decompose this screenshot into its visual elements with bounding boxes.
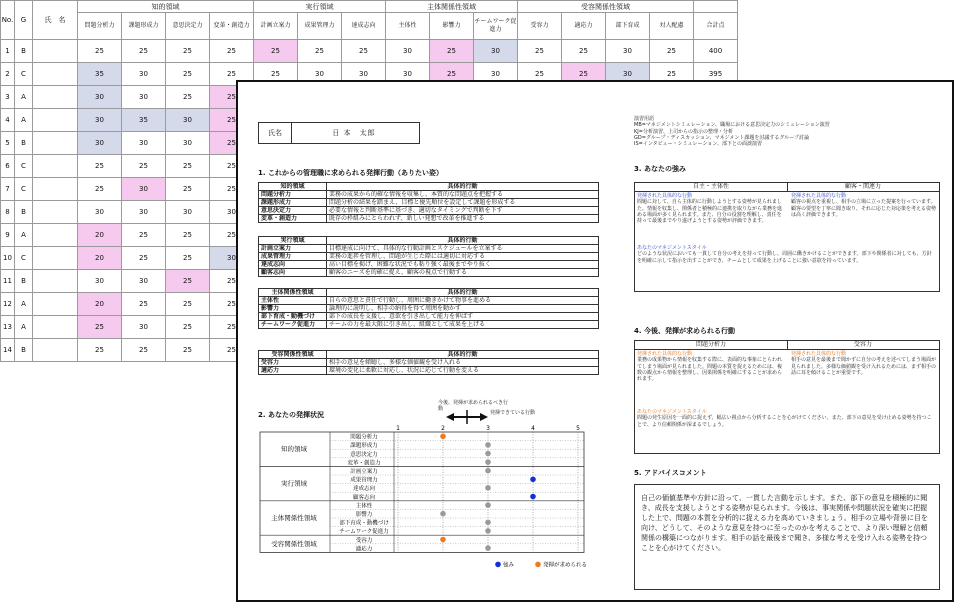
- chart-point: [485, 520, 491, 526]
- behavior-table-header: 具体的行動: [327, 237, 599, 245]
- score-cell: 25: [122, 339, 166, 362]
- strength-p2: 顧客の視点を重視し、相手の立場に立った提案を行っています。顧客の要望を丁寧に聞き取り、それに応じた対応策を考える姿勢は高く評価できます。: [791, 199, 937, 218]
- cell-name: [33, 109, 78, 132]
- cell-name: [33, 155, 78, 178]
- score-cell: 30: [122, 316, 166, 339]
- score-cell: 30: [166, 109, 210, 132]
- advice-box: [634, 484, 940, 590]
- behavior-table: [258, 182, 599, 223]
- name-value: 日 本 太郎: [332, 129, 376, 137]
- score-cell: 35: [122, 109, 166, 132]
- score-cell: 25: [210, 270, 254, 293]
- name-label: 氏名: [259, 123, 292, 143]
- score-cell: 30: [122, 86, 166, 109]
- cell-group: C: [15, 178, 33, 201]
- group-header: 知的領域: [78, 1, 254, 13]
- cell-no: 13: [1, 316, 15, 339]
- competency-name: 成果管理力: [259, 253, 327, 261]
- competency-behavior: 目標達成に向けて、具体的な行動計画とスケジュールを立案する: [327, 245, 599, 253]
- score-cell: 25: [78, 316, 122, 339]
- score-cell: 25: [254, 63, 298, 86]
- chart-row-label: チームワーク促進力: [339, 529, 389, 536]
- score-cell: 20: [78, 293, 122, 316]
- future-p1: 業務の成果物から情報を収集する際に、表面的な事象にとらわれてしまう場面が見られました。問題の本質を捉えるためには、複数の観点から情報を整理し、因果関係を明確にすることが求められます。: [637, 357, 783, 383]
- behavior-table-title: 知的領域: [259, 183, 327, 191]
- section2-title: 2. あなたの発揮状況: [258, 411, 324, 419]
- cell-no: 12: [1, 293, 15, 316]
- column-header: チームワーク促進力: [474, 13, 518, 40]
- score-cell: 30: [78, 86, 122, 109]
- score-cell: 25: [78, 339, 122, 362]
- chart-point: [440, 511, 446, 517]
- score-cell: 25: [122, 293, 166, 316]
- legend-marker: [495, 562, 501, 568]
- score-cell: 30: [122, 132, 166, 155]
- strength-p3: どのような状況においても一貫して自分の考えを持って行動し、周囲に働きかけることができます。部下や関係者に対しても、方針を明確に示して指示を出すことができ、チームとして成果を上げることに強い意欲を持っています。: [637, 251, 932, 264]
- score-cell: 25: [518, 40, 562, 63]
- chart-point: [485, 485, 491, 491]
- glossary-line: MB=マネジメントシミュレーション、職場における意思決定力のシミュレーション演習: [634, 122, 830, 129]
- future-col2: 受容力: [787, 341, 939, 350]
- score-cell: 30: [210, 247, 254, 270]
- cell-no: 4: [1, 109, 15, 132]
- advice-text: 自己の価値基準や方針に沿って、一貫した言動を示します。また、部下の意見を積極的に聞き、成長を支援しようとする姿勢が見られます。今後は、事実関係や問題状況を確実に把握した上で、問題の本質を分析的に捉える力を高めていきましょう。相手の立場や背景に目を向け、どうして、そのような意見を持つに至ったのかを考えることで、より深い理解と信頼関係の構築につながります。相手の話を最後まで聞き、多様な考えを受け入れる姿勢を持つことを心がけてください。: [641, 494, 928, 552]
- score-cell: 25: [650, 63, 694, 86]
- competency-behavior: チームの力を最大限に引き出し、組織として成果を上げる: [327, 321, 599, 329]
- score-cell: 25: [122, 40, 166, 63]
- cell-name: [33, 316, 78, 339]
- score-cell: 25: [210, 63, 254, 86]
- cell-name: [33, 86, 78, 109]
- column-header: 部下育成: [606, 13, 650, 40]
- column-header: 影響力: [430, 13, 474, 40]
- score-cell: 20: [78, 247, 122, 270]
- column-header: 受容力: [518, 13, 562, 40]
- score-cell: 25: [210, 178, 254, 201]
- score-cell: 400: [694, 40, 738, 63]
- future-p1-head: 発揮された具体的な行動: [637, 351, 693, 357]
- cell-no: 6: [1, 155, 15, 178]
- score-cell: 25: [166, 270, 210, 293]
- chart-row-label: 部下育成・動機づけ: [339, 520, 389, 527]
- score-cell: 25: [430, 63, 474, 86]
- competency-behavior: 業務の成果から的確な情報を収集し、本質的な問題点を把握する: [327, 191, 599, 199]
- strength-p3-head: あなたのマネジメントスタイル: [637, 245, 707, 251]
- score-cell: 30: [606, 63, 650, 86]
- score-cell: 25: [166, 63, 210, 86]
- chart-tick-label: 2: [441, 425, 445, 432]
- score-cell: 25: [650, 40, 694, 63]
- cell-no: 9: [1, 224, 15, 247]
- legend-marker: [535, 562, 541, 568]
- column-header: 適応力: [562, 13, 606, 40]
- cell-group: C: [15, 155, 33, 178]
- cell-group: B: [15, 40, 33, 63]
- column-header: 成果管理力: [298, 13, 342, 40]
- behavior-table-title: 実行領域: [259, 237, 327, 245]
- chart-point: [485, 442, 491, 448]
- group-header: 実行領域: [254, 1, 386, 13]
- column-header: 主体性: [386, 13, 430, 40]
- cell-group: B: [15, 270, 33, 293]
- future-p2: 相手の意見を最後まで聞かずに自分の考えを述べてしまう場面が見られました。多様な価値観を受け入れるためには、まず相手の話に耳を傾けることが重要です。: [791, 357, 937, 376]
- glossary-line: KJ=分析演習、上司からの指示の整理・分析: [634, 128, 733, 135]
- column-header: 達成志向: [342, 13, 386, 40]
- score-cell: 25: [210, 316, 254, 339]
- competency-name: 問題分析力: [259, 191, 327, 199]
- chart-row-label: 成果管理力: [350, 477, 378, 484]
- strength-p1: 問題に対して、自ら主体的に行動しようとする姿勢が見られました。情報を収集し、関係者と積極的に連携を取りながら業務を進める場面が多く見られます。また、自分の役割を理解し、責任を持って最後までやり遂げようとする姿勢が評価できます。: [637, 199, 783, 225]
- competency-behavior: 論理的に説明し、相手の納得を得て周囲を動かす: [327, 305, 599, 313]
- score-cell: 25: [342, 40, 386, 63]
- competency-behavior: 業務の進捗を管理し、問題が生じた際には適切に対応する: [327, 253, 599, 261]
- score-cell: 25: [78, 40, 122, 63]
- score-cell: 25: [166, 247, 210, 270]
- cell-no: 2: [1, 63, 15, 86]
- competency-behavior: 必要な情報と判断基準に基づき、適切なタイミングで判断を下す: [327, 207, 599, 215]
- header-name: 氏 名: [33, 1, 78, 40]
- chart-row-label: 計画立案力: [350, 469, 378, 475]
- competency-behavior: 既存の枠組みにとらわれず、新しい発想で改革を推進する: [327, 215, 599, 223]
- score-cell: 25: [210, 86, 254, 109]
- score-cell: 25: [210, 132, 254, 155]
- score-cell: 30: [166, 132, 210, 155]
- cell-no: 11: [1, 270, 15, 293]
- cell-name: [33, 63, 78, 86]
- header-no: No.: [1, 1, 15, 40]
- behavior-table-header: 具体的行動: [327, 351, 599, 359]
- behavior-table: [258, 236, 599, 277]
- cell-name: [33, 201, 78, 224]
- score-cell: 25: [166, 40, 210, 63]
- competency-name: 受容力: [259, 359, 327, 367]
- chart-point: [485, 502, 491, 508]
- cell-group: A: [15, 224, 33, 247]
- column-header: 問題分析力: [78, 13, 122, 40]
- competency-name: 変革・創造力: [259, 215, 327, 223]
- name-box: [258, 122, 420, 144]
- score-cell: 30: [78, 109, 122, 132]
- score-cell: 25: [210, 339, 254, 362]
- cell-no: 8: [1, 201, 15, 224]
- chart-row-label: 受容力: [355, 537, 373, 544]
- score-cell: 25: [78, 155, 122, 178]
- cell-group: C: [15, 247, 33, 270]
- glossary-line: GD=グループ・ディスカッション、マネジメント課題を討議するグループ討論: [634, 134, 810, 141]
- competency-behavior: 環境の変化に柔軟に対応し、状況に応じて行動を変える: [327, 367, 599, 375]
- score-cell: 25: [166, 155, 210, 178]
- score-cell: 25: [298, 40, 342, 63]
- cell-group: C: [15, 63, 33, 86]
- column-header: 意思決定力: [166, 13, 210, 40]
- cell-group: A: [15, 316, 33, 339]
- strength-col1: 自主・主体性: [635, 183, 788, 192]
- chart-row-label: 主体性: [355, 503, 373, 510]
- chart-point: [440, 537, 446, 543]
- score-cell: 30: [386, 40, 430, 63]
- cell-group: B: [15, 339, 33, 362]
- score-cell: 25: [562, 40, 606, 63]
- future-p3: 問題の発生原因を一面的に捉えず、幅広い視点から分析することを心がけてください。また、部下の意見を受け止める姿勢を持つことで、より信頼関係が深まるでしょう。: [637, 415, 932, 428]
- cell-name: [33, 339, 78, 362]
- cell-no: 7: [1, 178, 15, 201]
- competency-name: チームワーク促進力: [259, 321, 327, 329]
- score-cell: 25: [166, 224, 210, 247]
- future-p3-head: あなたのマネジメントスタイル: [637, 409, 707, 415]
- cell-name: [33, 178, 78, 201]
- score-cell: 30: [166, 201, 210, 224]
- chart-group-label: 受容関係性領域: [271, 539, 317, 548]
- cell-name: [33, 293, 78, 316]
- cell-name: [33, 40, 78, 63]
- chart-point: [530, 494, 536, 500]
- cell-no: 3: [1, 86, 15, 109]
- score-cell: 30: [122, 270, 166, 293]
- competency-name: 課題形成力: [259, 199, 327, 207]
- score-cell: 30: [606, 40, 650, 63]
- score-cell: 25: [210, 40, 254, 63]
- competency-name: 適応力: [259, 367, 327, 375]
- chart-point: [485, 468, 491, 474]
- chart-row-label: 変革・創造力: [347, 460, 381, 467]
- table-row: [1, 40, 738, 63]
- cell-name: [33, 132, 78, 155]
- score-cell: 30: [474, 40, 518, 63]
- score-cell: 25: [210, 109, 254, 132]
- score-cell: 30: [342, 63, 386, 86]
- legend-label: 強み: [503, 562, 515, 569]
- glossary-line: 演習用語: [634, 116, 655, 122]
- scatter-chart: [258, 422, 588, 594]
- score-cell: 25: [122, 155, 166, 178]
- behavior-table-title: 受容関係性領域: [259, 351, 327, 359]
- column-header: 変革・創造力: [210, 13, 254, 40]
- glossary: [634, 116, 914, 147]
- strength-box: [634, 182, 940, 292]
- chart-row-label: 課題形成力: [350, 443, 378, 450]
- score-cell: 20: [78, 224, 122, 247]
- chart-header-right: 発揮できている行動: [490, 410, 536, 416]
- header-blank: [694, 1, 738, 13]
- cell-group: B: [15, 201, 33, 224]
- behavior-table: [258, 288, 599, 329]
- competency-name: 計画立案力: [259, 245, 327, 253]
- score-cell: 30: [78, 201, 122, 224]
- score-cell: 25: [562, 63, 606, 86]
- column-header: 課題形成力: [122, 13, 166, 40]
- chart-tick-label: 5: [576, 425, 580, 432]
- section3-title: 3. あなたの強み: [634, 165, 686, 173]
- strength-p2-head: 発揮された具体的な行動: [791, 193, 847, 199]
- chart-svg: [258, 422, 588, 594]
- chart-tick-label: 4: [531, 425, 535, 432]
- cell-group: B: [15, 132, 33, 155]
- chart-tick-label: 3: [486, 425, 490, 432]
- competency-behavior: 問題分析の結果を踏まえ、目標と優先順位を設定して課題を形成する: [327, 199, 599, 207]
- score-cell: 25: [122, 247, 166, 270]
- chart-point: [530, 477, 536, 483]
- chart-point: [485, 528, 491, 534]
- cell-group: A: [15, 109, 33, 132]
- score-cell: 35: [78, 63, 122, 86]
- score-cell: 25: [518, 63, 562, 86]
- behavior-table-header: 具体的行動: [327, 289, 599, 297]
- score-cell: 30: [474, 63, 518, 86]
- score-cell: 30: [298, 63, 342, 86]
- header-g: G: [15, 1, 33, 40]
- report-sheet: [236, 80, 954, 602]
- competency-name: 顧客志向: [259, 269, 327, 277]
- column-header: 計画立案力: [254, 13, 298, 40]
- score-cell: 30: [78, 270, 122, 293]
- section1-title: 1. これからの管理職に求められる発揮行動（ありたい姿）: [258, 169, 443, 177]
- group-header: 主体関係性領域: [386, 1, 518, 13]
- group-header: 受容関係性領域: [518, 1, 694, 13]
- score-cell: 25: [166, 339, 210, 362]
- chart-row-label: 適応力: [355, 546, 373, 553]
- score-cell: 25: [210, 224, 254, 247]
- chart-row-label: 顧客志向: [352, 494, 376, 501]
- column-header: 対人配慮: [650, 13, 694, 40]
- competency-behavior: 高い目標を掲げ、困難な状況でも粘り強く最後までやり抜く: [327, 261, 599, 269]
- chart-row-label: 意思決定力: [350, 451, 378, 458]
- chart-point: [485, 459, 491, 465]
- chart-point: [485, 545, 491, 551]
- cell-group: A: [15, 293, 33, 316]
- score-cell: 25: [166, 293, 210, 316]
- chart-row-label: 問題分析力: [350, 434, 378, 441]
- cell-name: [33, 270, 78, 293]
- future-box: [634, 340, 940, 454]
- chart-point: [485, 451, 491, 457]
- behavior-table: [258, 350, 599, 375]
- competency-name: 部下育成・動機づけ: [259, 313, 327, 321]
- section5-title: 5. アドバイスコメント: [634, 469, 707, 477]
- cell-no: 10: [1, 247, 15, 270]
- score-cell: 30: [210, 201, 254, 224]
- strength-p1-head: 発揮された具体的な行動: [637, 193, 693, 199]
- competency-name: 達成志向: [259, 261, 327, 269]
- score-cell: 30: [122, 178, 166, 201]
- competency-behavior: 部下の成長を支援し、意欲を引き出して能力を伸ばす: [327, 313, 599, 321]
- cell-name: [33, 224, 78, 247]
- behavior-table-title: 主体関係性領域: [259, 289, 327, 297]
- score-cell: 25: [166, 86, 210, 109]
- chart-group-label: 知的領域: [281, 445, 307, 454]
- chart-row-label: 影響力: [355, 512, 373, 518]
- glossary-line: IS=インタビュー・シミュレーション、部下との面談演習: [634, 141, 762, 148]
- cell-no: 14: [1, 339, 15, 362]
- score-cell: 25: [78, 178, 122, 201]
- score-cell: 25: [166, 316, 210, 339]
- cell-no: 1: [1, 40, 15, 63]
- chart-group-label: 実行領域: [281, 479, 307, 488]
- behavior-table-header: 具体的行動: [327, 183, 599, 191]
- future-col1: 問題分析力: [635, 341, 788, 350]
- cell-no: 5: [1, 132, 15, 155]
- strength-col2: 顧客・関連力: [787, 183, 939, 192]
- cell-group: A: [15, 86, 33, 109]
- cell-name: [33, 247, 78, 270]
- score-cell: 25: [210, 155, 254, 178]
- score-cell: 30: [78, 132, 122, 155]
- competency-behavior: 相手の意見を傾聴し、多様な価値観を受け入れる: [327, 359, 599, 367]
- score-cell: 30: [122, 63, 166, 86]
- score-cell: 30: [386, 63, 430, 86]
- chart-point: [440, 434, 446, 440]
- chart-row-label: 達成志向: [352, 486, 376, 493]
- score-cell: 25: [430, 40, 474, 63]
- competency-behavior: 自らの意思と責任で行動し、周囲に働きかけて物事を進める: [327, 297, 599, 305]
- chart-group-label: 主体関係性領域: [271, 514, 317, 522]
- score-cell: 25: [210, 293, 254, 316]
- section4-title: 4. 今後、発揮が求められる行動: [634, 327, 735, 335]
- column-header: 合計点: [694, 13, 738, 40]
- competency-name: 主体性: [259, 297, 327, 305]
- future-p2-head: 発揮された具体的な行動: [791, 351, 847, 357]
- score-cell: 30: [122, 201, 166, 224]
- score-cell: 25: [166, 178, 210, 201]
- score-cell: 395: [694, 63, 738, 86]
- score-cell: 25: [254, 40, 298, 63]
- competency-name: 意思決定力: [259, 207, 327, 215]
- chart-header-left: 今後、発揮が求められるべき行動: [438, 400, 509, 412]
- legend-label: 発揮が求められる: [543, 562, 588, 569]
- score-cell: 25: [122, 224, 166, 247]
- competency-behavior: 顧客のニーズを的確に捉え、顧客の視点で行動する: [327, 269, 599, 277]
- competency-name: 影響力: [259, 305, 327, 313]
- chart-tick-label: 1: [396, 425, 400, 432]
